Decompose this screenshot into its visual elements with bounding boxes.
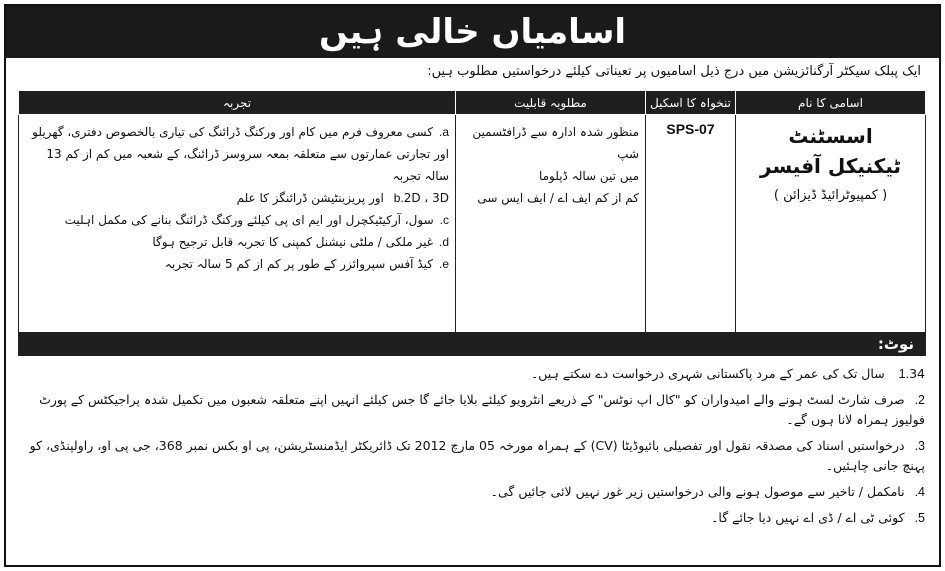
header-qualification: مطلوبہ قابلیت [456, 91, 646, 115]
note-item: 2.صرف شارٹ لسٹ ہونے والے امیدواران کو "کال اپ نوٹس" کے ذریعے انٹرویو کیلئے بلایا جائے گا جس کیلئے انہیں اپنے متعلقہ شعبوں میں تکمیل شدہ پراجیکٹس کے پورٹ فولیوز ہمراہ لانا ہوں گے۔ [39, 392, 925, 427]
post-name-line1: اسسٹنٹ [788, 124, 873, 148]
note-item: 1.34 سال تک کی عمر کے مرد پاکستانی شہری درخواست دے سکتے ہیں۔ [530, 366, 925, 381]
qualification-line: کم از کم ایف اے / ایف ایس سی [477, 191, 639, 205]
header-experience: تجربہ [19, 91, 456, 115]
qualification-line: میں تین سالہ ڈپلوما [538, 169, 639, 183]
experience-item: d.غیر ملکی / ملٹی نیشنل کمپنی کا تجربہ قابل ترجیح ہوگا [152, 235, 449, 249]
note-heading: نوٹ: [18, 332, 926, 356]
post-subtitle: ( کمپیوٹرائیڈ ڈیزائن ) [773, 188, 888, 203]
table-row [19, 115, 926, 347]
notes-list [18, 364, 925, 534]
experience-item: b.2D ، 3D اور پریزینٹیشن ڈرائنگز کا علم [236, 191, 449, 205]
qualification-line: منظور شدہ ادارہ سے ڈرافٹسمین شپ [472, 125, 639, 161]
post-cell [736, 115, 926, 347]
qualification-cell [456, 115, 646, 347]
note-item: 3.درخواستیں اسناد کی مصدقہ نقول اور تفصیلی بائیوڈیٹا (CV) کے ہمراہ مورخہ 05 مارچ 2012 تک ڈائریکٹر ایڈمنسٹریشن، پی او بکس نمبر 368، جی پی او، راولپنڈی، کو پہنچ جانی چاہئیں۔ [29, 438, 925, 473]
intro-text: ایک پبلک سیکٹر آرگنائزیشن میں درج ذیل اسامیوں پر تعیناتی کیلئے درخواستیں مطلوب ہیں: [427, 64, 921, 79]
scale-cell: SPS-07 [646, 115, 736, 347]
page-title: اسامیاں خالی ہیں [6, 6, 939, 58]
vacancy-table [18, 90, 926, 347]
header-post: اسامی کا نام [736, 91, 926, 115]
experience-item: e.کیڈ آفس سپروائزر کے طور پر کم از کم 5 سالہ تجربہ [164, 257, 449, 271]
experience-cell [19, 115, 456, 347]
experience-item: a.کسی معروف فرم میں کام اور ورکنگ ڈرائنگ کی تیاری بالخصوص دفتری، گھریلو اور تجارتی عمارتوں سے متعلقہ بمعہ سروسز ڈرائنگ، کے شعبہ میں کم از کم 13 سالہ تجربہ [32, 125, 449, 183]
header-scale: تنخواہ کا اسکیل [646, 91, 736, 115]
experience-item: c.سول، آرکیٹیکچرل اور ایم ای پی کیلئے ورکنگ ڈرائنگ بنانے کی مکمل اہلیت [64, 213, 449, 227]
note-item: 5.کوئی ٹی اے / ڈی اے نہیں دیا جائے گا۔ [711, 510, 925, 525]
post-name-line2: ٹیکنیکل آفیسر [760, 154, 901, 178]
note-item: 4.نامکمل / تاخیر سے موصول ہونے والی درخواستیں زیر غور نہیں لائی جائیں گی۔ [490, 484, 925, 499]
